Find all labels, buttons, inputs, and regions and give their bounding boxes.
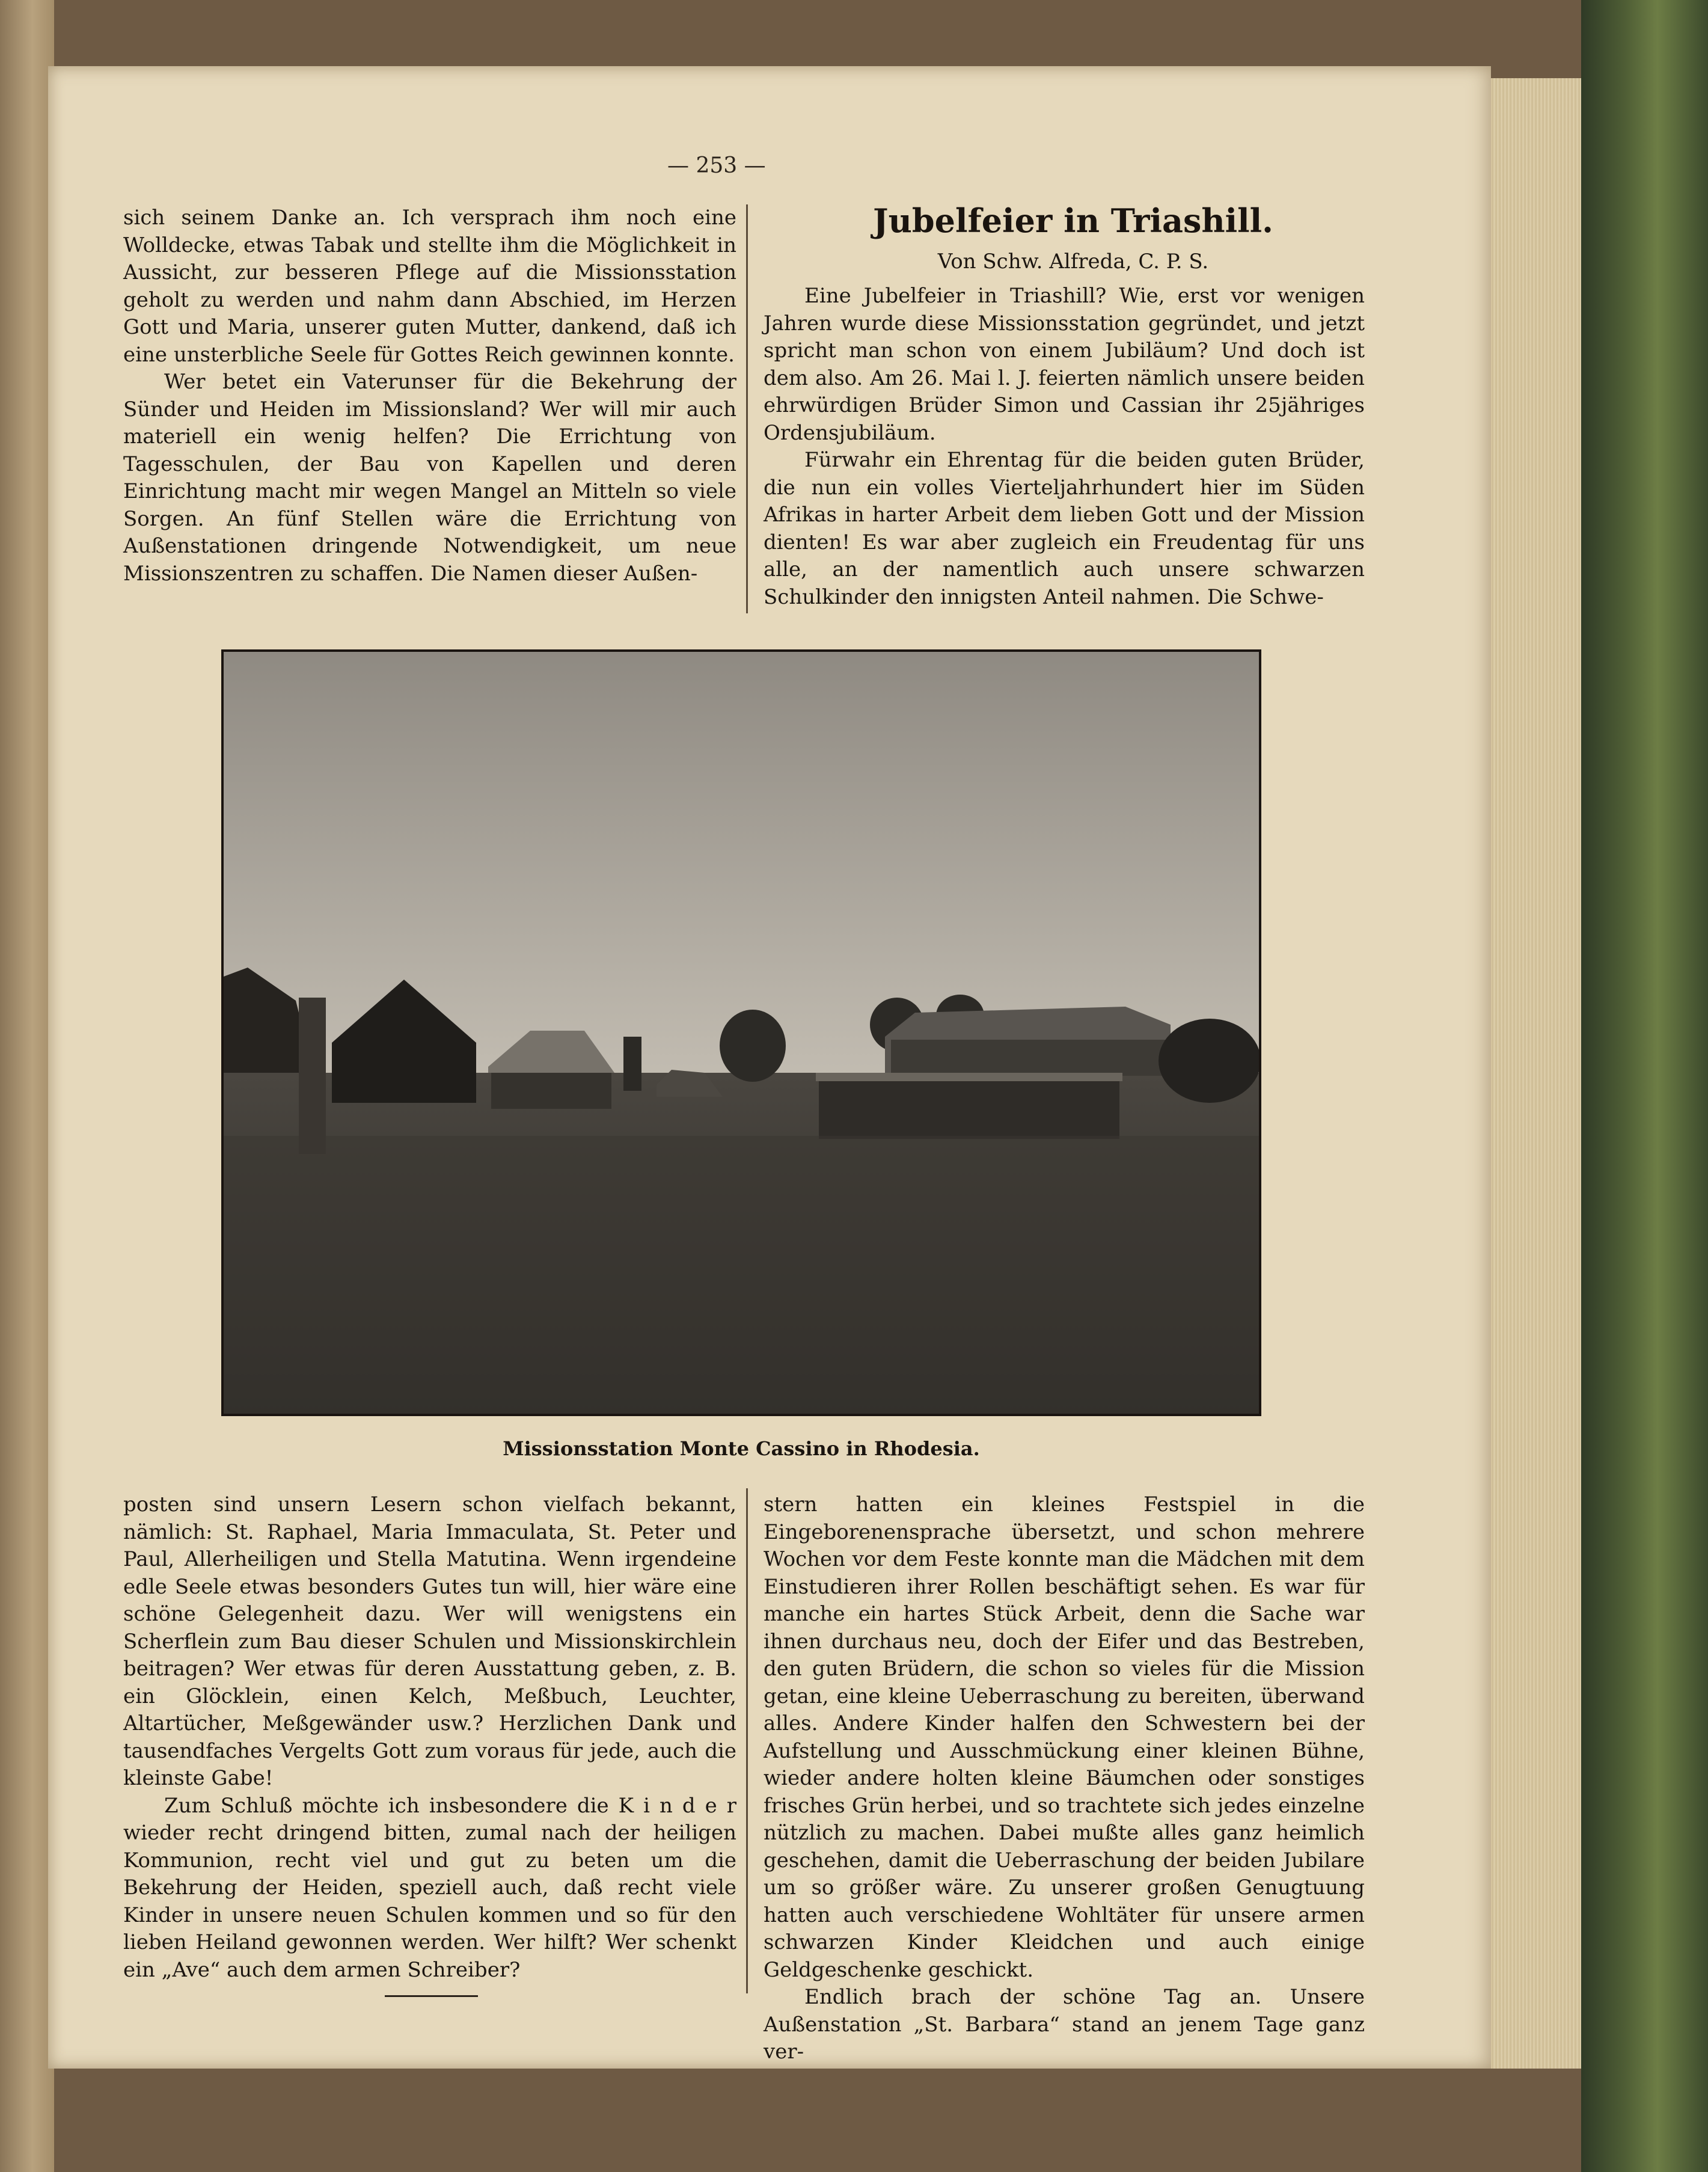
end-rule xyxy=(385,1995,478,1997)
article-title: Jubelfeier in Triashill. xyxy=(873,201,1273,240)
left-column-top xyxy=(123,204,736,587)
page-edges xyxy=(1491,78,1581,2069)
left-column-bottom xyxy=(123,1491,736,1984)
paragraph: stern hatten ein kleines Festspiel in die Eingeborenensprache übersetzt, und schon mehrere Wochen vor dem Feste konnte man die Mädchen mit dem Einstudieren ihrer Rollen beschäftigt sehen. Es war für manche ein hartes Stück Arbeit, denn die Sache war ihnen durchaus neu, doch der Eifer und das Bestreben, den guten Brüdern, die schon so vieles für die Mission getan, eine kleine Ueberraschung zu bereiten, überwand alles. Andere Kinder halfen den Schwestern bei der Aufstellung und Ausschmückung einer kleinen Bühne, wieder andere holten kleine Bäumchen oder sonstiges frisches Grün herbei, und so trachtete sich jedes einzelne nützlich zu machen. Dabei mußte alles ganz heimlich geschehen, damit die Ueberraschung der beiden Jubilare um so größer wäre. Zu unserer großen Genugtuung hatten auch verschiedene Wohltäter für unsere armen schwarzen Kinder Kleidchen und auch einige Geldgeschenke geschickt. xyxy=(764,1492,1365,1982)
article-byline: Von Schw. Alfreda, C. P. S. xyxy=(937,250,1209,274)
paragraph: sich seinem Danke an. Ich versprach ihm noch eine Wolldecke, etwas Tabak und stellte ihm die Möglichkeit in Aussicht, zur besseren Pflege auf die Missionsstation geholt zu werden und nahm dann Abschied, im Herzen Gott und Maria, unserer guten Mutter, dankend, daß ich eine unsterbliche Seele für Gottes Reich gewinnen konnte. xyxy=(123,206,736,367)
page-number: — 253 — xyxy=(667,153,766,178)
right-column-top xyxy=(764,283,1365,611)
paragraph: Wer betet ein Vaterunser für die Bekehrung der Sünder und Heiden im Missionsland? Wer will mir auch materiell ein wenig helfen? Die Errichtung von Tagesschulen, der Bau von Kapellen und deren Einrichtung macht mir wegen Mangel an Mitteln so viele Sorgen. An fünf Stellen wäre die Errichtung von Außenstationen dringende Notwendigkeit, um neue Missionszentren zu schaffen. Die Namen dieser Außen- xyxy=(123,370,736,586)
photo-caption: Missionsstation Monte Cassino in Rhodesia. xyxy=(503,1437,980,1460)
column-divider xyxy=(746,204,748,613)
left-page-edge xyxy=(0,0,54,2172)
mission-station-photo xyxy=(221,649,1261,1416)
paragraph: Zum Schluß möchte ich insbesondere die K i n d e r wieder recht dringend bitten, zumal nach der heiligen Kommunion, recht viel und gut zu beten um die Bekehrung der Heiden, speziell auch, daß recht viele Kinder in unsere neuen Schulen kommen und so für den lieben Heiland gewonnen werden. Wer hilft? Wer schenkt ein „Ave“ auch dem armen Schreiber? xyxy=(123,1793,736,1982)
paragraph: Fürwahr ein Ehrentag für die beiden guten Brüder, die nun ein volles Vierteljahrhundert hier im Süden Afrikas in harter Arbeit dem lieben Gott und der Mission dienten! Es war aber zugleich ein Freudentag für uns alle, an der namentlich auch unsere schwarzen Schulkinder den innigsten Anteil nahmen. Die Schwe- xyxy=(764,448,1365,609)
paragraph: Eine Jubelfeier in Triashill? Wie, erst vor wenigen Jahren wurde diese Missionsstation gegründet, und jetzt spricht man schon von einem Jubiläum? Und doch ist dem also. Am 26. Mai l. J. feierten nämlich unsere beiden ehrwürdigen Brüder Simon und Cassian ihr 25jähriges Ordensjubiläum. xyxy=(764,284,1365,445)
paragraph: Endlich brach der schöne Tag an. Unsere Außenstation „St. Barbara“ stand an jenem Tage ganz ver- xyxy=(764,1985,1365,2064)
paragraph: posten sind unsern Lesern schon vielfach bekannt, nämlich: St. Raphael, Maria Immaculata, St. Peter und Paul, Allerheiligen und Stella Matutina. Wenn irgendeine edle Seele etwas besonders Gutes tun will, hier wäre eine schöne Gelegenheit dazu. Wer will wenigstens ein Scherflein zum Bau dieser Schulen und Missionskirchlein beitragen? Wer etwas für deren Ausstattung geben, z. B. ein Glöcklein, einen Kelch, Meßbuch, Leuchter, Altartücher, Meßgewänder usw.? Herzlichen Dank und tausendfaches Vergelts Gott zum voraus für jede, auch die kleinste Gabe! xyxy=(123,1492,736,1790)
column-divider xyxy=(746,1488,748,1993)
book-spine xyxy=(1581,0,1708,2172)
right-column-bottom xyxy=(764,1491,1365,2066)
